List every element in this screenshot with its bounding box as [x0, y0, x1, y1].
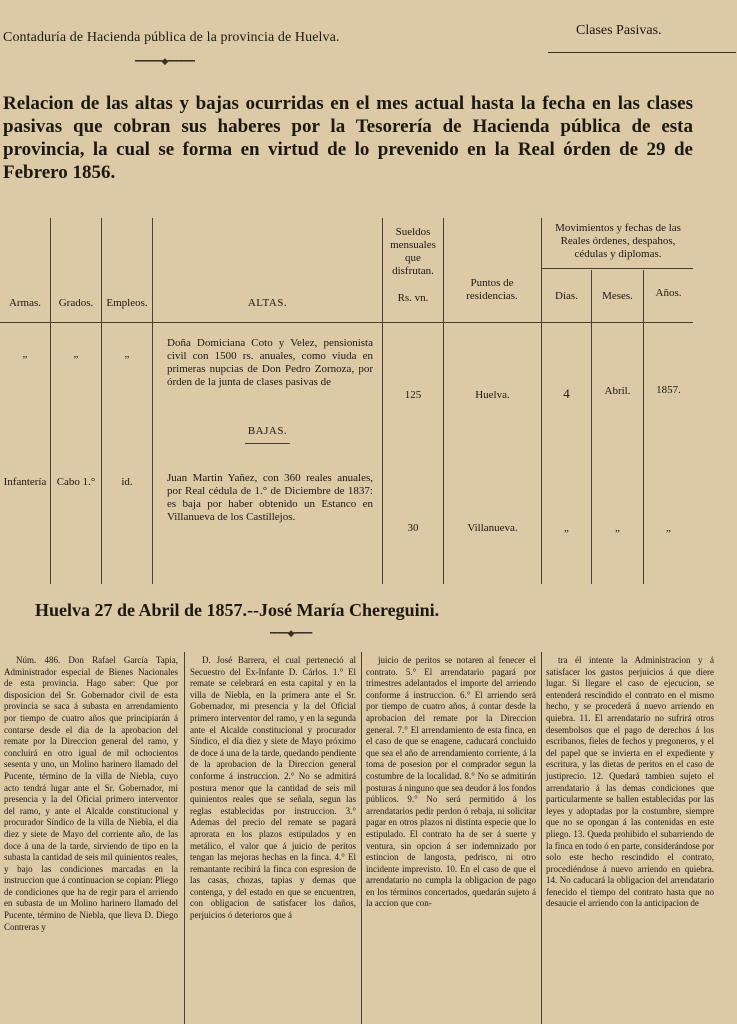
- signature-line: Huelva 27 de Abril de 1857.--José María Chereguini.: [35, 600, 440, 620]
- header-bottom-rule: [0, 322, 693, 323]
- alta-empleos: „: [124, 348, 130, 360]
- baja-description: Juan Martin Yañez, con 360 reales anuales, por Real cédula de 1.° de Diciembre de 1837: es baja por haber obtenido un Estanco en Villanueva de los Castillejos.: [167, 472, 373, 523]
- column-rule: [361, 652, 362, 1024]
- header-divider: [541, 268, 693, 269]
- header-empleos: Empleos.: [106, 297, 148, 309]
- column-paragraph: tra él intente la Administracion y á satisfacer los gastos perjuicios á que diere lugar. Si llegare el caso de ejecucion, se entenderá rescindido el contrato en el mismo hecho, y se procederá á nuevo arriendo en quiebra. 11. El arrendatario no sufrirá otros desembolsos que el pago de derechos á los escribanos, fieles de fechos y pregoneros, y el del papel que se invierta en el expediente y escritura, y las dietas de peritos en el caso de justiprecio. 12. Quedará tambien sujeto el arrendatario á las demas condiciones que particularmente se hallen establecidas por las leyes y adoptadas por la costumbre, siempre que no se opongan á las contenidas en este pliego. 13. Queda prohibido el subarriendo de la finca en todo ó en parte, considerándose por solo este hecho rescindido el contrato, procediéndose á nuevo arriendo en quiebra. 14. No caducará la obligacion del arrendatario fenecido el tiempo del contrato hasta que no desaucie el arriendo con la anticipacion de: [546, 655, 714, 909]
- bajas-underline: [245, 443, 290, 444]
- header-puntos: Puntos de residencias.: [466, 277, 518, 302]
- alta-description: Doña Domiciana Coto y Velez, pensionista civil con 1500 rs. anuales, como viuda en primeras nupcias de Don Pedro Zornoza, por órden de la junta de clases pasivas de: [167, 337, 373, 388]
- column-rule: [184, 652, 185, 1024]
- alta-meses: Abril.: [604, 385, 631, 397]
- alta-residencia: Huelva.: [475, 389, 510, 401]
- col-divider: [152, 218, 153, 584]
- office-header: Contaduría de Hacienda pública de la provincia de Huelva.: [3, 30, 340, 45]
- text-column: [366, 655, 536, 910]
- alta-anos: 1857.: [656, 384, 681, 396]
- header-altas: ALTAS.: [247, 297, 288, 309]
- header-grados: Grados.: [58, 297, 94, 309]
- baja-meses: „: [615, 522, 620, 534]
- column-rule: [541, 652, 542, 1024]
- alta-sueldo: 125: [404, 389, 422, 401]
- baja-grados: Cabo 1.°: [56, 476, 96, 488]
- baja-empleos: id.: [121, 476, 133, 488]
- alta-dias: 4: [563, 386, 570, 401]
- text-column: [4, 655, 178, 933]
- ornament-divider: ━━━━◆━━━━: [270, 628, 312, 638]
- column-paragraph: juicio de peritos se notaren al fenecer el contrato. 5.° El arrendatario pagará por trimestres adelantados el importe del arriendo conforme á instruccion. 6.° El arriendo será por tiempo de cuatro años, á contar desde la aprobacion del remate por la Direccion general. 7.° El arrendamiento de esta finca, en el caso de que se enagene, caducará concluido que sea el año de arrendamiento corriente, á la toma de posesion por el comprador segun la costumbre de la localidad. 8.° No se admitirán posturas á ninguno que sea deudor á los fondos públicos. 9.° No será permitido á los arrendatarios pedir perdon ó rebaja, ni solicitar pagar en otros plazos ni distinta especie que lo estipulado. El contrato ha de ser á suerte y ventura, sin opcion á ser indemnizado por estincion de langosta, pedrisco, ni otro incidente imprevisto. 10. En el caso de que el arrendatario no cumpla la obligacion de pago en los términos concertados, quedarán sujeto á la accion que con-: [366, 655, 536, 909]
- ornament-divider: ━━━━━━◆━━━━━━: [135, 56, 194, 66]
- header-rs-vn: Rs. vn.: [397, 292, 429, 304]
- header-dias: Días.: [555, 290, 578, 302]
- bajas-label: BAJAS.: [247, 425, 288, 437]
- baja-residencia: Villanueva.: [467, 522, 518, 534]
- section-header: Clases Pasivas.: [576, 23, 662, 38]
- text-column: [546, 655, 714, 910]
- baja-sueldo: 30: [407, 522, 419, 534]
- header-anos: Años.: [655, 287, 682, 299]
- col-divider: [101, 218, 102, 584]
- baja-dias: „: [564, 522, 569, 534]
- header-armas: Armas.: [8, 297, 42, 309]
- column-paragraph: Núm. 486. Don Rafael García Tapia, Administrador especial de Bienes Nacionales de esta provincia. Hago saber: Que por disposicion del Sr. Gobernador civil de esta provincia se saca á subasta en arrendamiento por tiempo de cuatro años que principiarán á contarse desde el dia de la aprobacion del remate por la Direccion general del ramo, y concluirá en otro igual de mil ochocientos sesenta y uno, un Molino harinero llamado del Pucente, término de la villa de Niebla, cuyo acto tendrá lugar ante el Sr. Gobernador, mi presencia y la del Oficial primero interventor del ramo, y ante el Alcalde constitucional y procurador Síndico de la villa de Niebla, el dia diez y siete de Mayo del corriente año, de las doce á una de la tarde, sirviendo de tipo en la subasta la cantidad de seis mil quinientos reales, y bajo las condiciones marcadas en la instruccion que á continuacion se copian: Pliego de condiciones que ha de regir para el arriendo en subasta de un Molino harinero llamado del Pucente, término de Niebla, que lleva D. Diego Contreras y: [4, 655, 178, 932]
- alta-armas: „: [22, 348, 28, 360]
- page-title: Relacion de las altas y bajas ocurridas en el mes actual hasta la fecha en las clases pasivas que cobran sus haberes por la Tesorería de Hacienda pública de esta provincia, la cual se forma en virtud de lo prevenido en la Real órden de 29 de Febrero 1856.: [3, 93, 693, 183]
- col-divider: [50, 218, 51, 584]
- header-meses: Meses.: [602, 290, 633, 302]
- text-column: [190, 655, 356, 922]
- baja-anos: „: [666, 522, 671, 534]
- header-sueldos: Sueldos mensuales que disfrutan.: [390, 226, 436, 277]
- col-divider: [643, 270, 644, 584]
- column-paragraph: D. José Barrera, el cual perteneció al Secuestro del Ex-Infante D. Cárlos. 1.° El remate se celebrará en esta capital y en la villa de Niebla, en la primera ante el Sr. Gobernador, mi presencia y la del Oficial primero interventor del ramo, y en la segunda ante el Alcalde constitucional y procurador Síndico, el dia diez y siete de Mayo próximo de doce á una de la tarde, quedando pendiente de la aprobacion de la Direccion general conforme á instruccion. 2.° No se admitirá postura menor que la cantidad de seis mil quinientos reales que se señala, segun las reglas establecidas por instruccion. 3.° Ademas del precio del remate se pagará aprorata en los plazos estipulados y en metálico, el valor que á juicio de peritos tengan las mejoras hechas en la finca. 4.° El remantante recibirá la finca con espresion de las casas, chozas, tapias y demas que contenga, y del estado en que se encuentren, con obligacion de satisfacer los daños, perjuicios ó deterioros que á: [190, 655, 356, 921]
- header-rule: [548, 52, 736, 53]
- col-divider: [591, 270, 592, 584]
- header-movimientos: Movimientos y fechas de las Reales órdenes, despahos, cédulas y diplomas.: [555, 222, 681, 260]
- baja-armas: Infantería: [3, 476, 47, 488]
- alta-grados: „: [73, 348, 79, 360]
